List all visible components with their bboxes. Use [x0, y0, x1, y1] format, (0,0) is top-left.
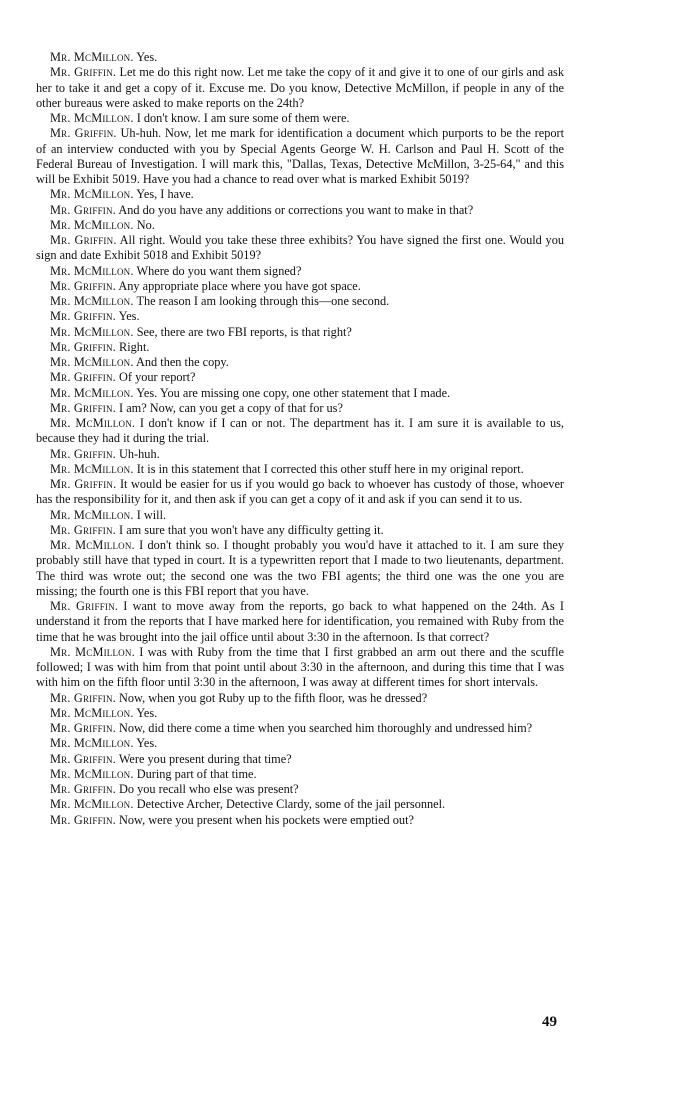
spoken-text: I don't know. I am sure some of them were.	[136, 111, 350, 125]
transcript-paragraph	[36, 538, 564, 599]
transcript-paragraph	[36, 279, 564, 294]
speaker-name: Mr. Griffin.	[50, 812, 116, 827]
speaker-name: Mr. McMillon.	[50, 294, 134, 308]
transcript-paragraph	[36, 599, 564, 645]
speaker-name: Mr. McMillon.	[50, 538, 135, 552]
transcript-paragraph	[36, 691, 564, 706]
spoken-text: During part of that time.	[136, 766, 257, 781]
transcript-paragraph	[36, 523, 564, 538]
speaker-name: Mr. Griffin.	[50, 278, 116, 293]
speaker-name: Mr. McMillon.	[50, 355, 134, 369]
speaker-name: Mr. McMillon.	[50, 461, 134, 476]
spoken-text: Yes.	[136, 50, 158, 64]
spoken-text: Were you present during that time?	[118, 751, 292, 766]
speaker-name: Mr. McMillon.	[50, 644, 135, 659]
transcript-paragraph	[36, 752, 564, 767]
speaker-name: Mr. Griffin.	[50, 202, 116, 217]
transcript-paragraph	[36, 187, 564, 202]
transcript-paragraph	[36, 370, 564, 385]
speaker-name: Mr. Griffin.	[50, 751, 116, 766]
transcript-paragraph	[36, 813, 564, 828]
spoken-text: All right. Would you take these three exhibits? You have signed the first one. Would you sign and date Exhibit 5018 and Exhibit 5019?	[36, 233, 564, 263]
transcript-paragraph	[36, 782, 564, 797]
spoken-text: Yes.	[136, 736, 158, 751]
speaker-name: Mr. McMillon.	[50, 705, 134, 720]
spoken-text: Now, when you got Ruby up to the fifth floor, was he dressed?	[119, 690, 428, 705]
speaker-name: Mr. McMillon.	[50, 736, 134, 751]
transcript-paragraph	[36, 767, 564, 782]
transcript-paragraph	[36, 294, 564, 309]
transcript-paragraph	[36, 386, 564, 401]
speaker-name: Mr. Griffin.	[50, 522, 116, 537]
transcript-paragraph	[36, 447, 564, 462]
transcript-paragraph	[36, 477, 564, 508]
transcript-body	[36, 50, 564, 828]
transcript-paragraph	[36, 126, 564, 187]
transcript-paragraph	[36, 355, 564, 370]
spoken-text: See, there are two FBI reports, is that right?	[136, 324, 352, 339]
spoken-text: Right.	[119, 339, 150, 354]
transcript-paragraph	[36, 736, 564, 751]
speaker-name: Mr. Griffin.	[50, 400, 116, 415]
transcript-paragraph	[36, 325, 564, 340]
transcript-paragraph	[36, 65, 564, 111]
transcript-paragraph	[36, 462, 564, 477]
speaker-name: Mr. McMillon.	[50, 187, 134, 202]
transcript-paragraph	[36, 416, 564, 447]
speaker-name: Mr. McMillon.	[50, 217, 134, 232]
speaker-name: Mr. Griffin.	[50, 477, 117, 491]
speaker-name: Mr. Griffin.	[50, 65, 117, 80]
spoken-text: Uh-huh.	[119, 446, 160, 461]
spoken-text: I am sure that you won't have any difficulty getting it.	[119, 522, 384, 537]
speaker-name: Mr. McMillon.	[50, 50, 134, 64]
spoken-text: Any appropriate place where you have got space.	[118, 278, 361, 293]
transcript-paragraph	[36, 203, 564, 218]
speaker-name: Mr. Griffin.	[50, 721, 116, 735]
spoken-text: I don't know if I can or not. The department has it. I am sure it is available to us, because they had it during the trial.	[36, 416, 565, 446]
spoken-text: Now, were you present when his pockets were emptied out?	[119, 812, 414, 827]
spoken-text: And then the copy.	[136, 355, 229, 369]
spoken-text: Uh-huh. Now, let me mark for identification a document which purports to be the report of an interview conducted with you by Special Agents George W. H. Carlson and Paul H. Scott of the Federal Bureau of Investigation. I will mark this, "Dallas, Texas, Detective McMillon, 3-25-64," and this will be Exhibit 5019. Have you had a chance to read over what is marked Exhibit 5019?	[36, 126, 565, 186]
speaker-name: Mr. Griffin.	[50, 446, 116, 461]
spoken-text: The reason I am looking through this—one second.	[136, 294, 390, 308]
transcript-paragraph	[36, 508, 564, 523]
spoken-text: Detective Archer, Detective Clardy, some of the jail personnel.	[136, 797, 446, 812]
spoken-text: I am? Now, can you get a copy of that for us?	[119, 400, 343, 415]
speaker-name: Mr. McMillon.	[50, 385, 134, 400]
spoken-text: Do you recall who else was present?	[119, 782, 299, 796]
spoken-text: I want to move away from the reports, go back to what happened on the 24th. As I understand it from the reports that I have marked here for identification, you remained with Ruby from the time that he was brought into the jail office until about 3:30 in the afternoon. Is that correct?	[36, 599, 565, 644]
speaker-name: Mr. McMillon.	[50, 111, 134, 125]
spoken-text: And do you have any additions or corrections you want to make in that?	[118, 202, 474, 217]
spoken-text: I don't think so. I thought probably you wou'd have it attached to it. I am sure they probably still have that typed in court. It is a typewritten report that I made to two lieutenants, department. The third was wrote out; the second one was the two FBI agents; the third one was the one you are missing; the fourth one is this FBI report that you have.	[36, 538, 565, 598]
transcript-paragraph	[36, 233, 564, 264]
spoken-text: It is in this statement that I corrected this other stuff here in my original report.	[136, 461, 524, 476]
speaker-name: Mr. Griffin.	[50, 339, 116, 354]
spoken-text: I was with Ruby from the time that I first grabbed an arm out there and the scuffle followed; I was with him from that point until about 3:30 in the afternoon, and during this time that I was with him on the fifth floor until 3:30 in the afternoon, I was away at different times for short intervals.	[36, 644, 565, 690]
spoken-text: Let me do this right now. Let me take the copy of it and give it to one of our girls and ask her to take it and get a copy of it. Excuse me. Do you know, Detective McMillon, if people in any of the other bureaus were asked to make reports on the 24th?	[36, 65, 564, 110]
transcript-paragraph	[36, 111, 564, 126]
page-number: 49	[542, 1014, 557, 1030]
transcript-paragraph	[36, 401, 564, 416]
speaker-name: Mr. Griffin.	[50, 370, 116, 385]
speaker-name: Mr. McMillon.	[50, 324, 134, 339]
speaker-name: Mr. McMillon.	[50, 263, 134, 278]
speaker-name: Mr. McMillon.	[50, 797, 134, 812]
speaker-name: Mr. Griffin.	[50, 782, 116, 796]
speaker-name: Mr. Griffin.	[50, 309, 116, 324]
spoken-text: Yes. You are missing one copy, one other statement that I made.	[136, 385, 451, 400]
transcript-paragraph	[36, 309, 564, 324]
speaker-name: Mr. McMillon.	[50, 766, 134, 781]
spoken-text: Yes.	[118, 309, 140, 324]
transcript-paragraph	[36, 706, 564, 721]
transcript-paragraph	[36, 218, 564, 233]
transcript-paragraph	[36, 50, 564, 65]
speaker-name: Mr. McMillon.	[50, 416, 136, 430]
transcript-paragraph	[36, 264, 564, 279]
spoken-text: Of your report?	[119, 370, 196, 385]
spoken-text: No.	[136, 217, 155, 232]
transcript-paragraph	[36, 645, 564, 691]
speaker-name: Mr. Griffin.	[50, 126, 117, 141]
speaker-name: Mr. Griffin.	[50, 233, 117, 247]
speaker-name: Mr. Griffin.	[50, 690, 116, 705]
speaker-name: Mr. Griffin.	[50, 599, 119, 613]
spoken-text: Now, did there come a time when you searched him thoroughly and undressed him?	[119, 721, 533, 735]
spoken-text: Yes.	[136, 705, 158, 720]
spoken-text: Yes, I have.	[136, 187, 194, 202]
transcript-paragraph	[36, 340, 564, 355]
speaker-name: Mr. McMillon.	[50, 507, 134, 522]
spoken-text: Where do you want them signed?	[136, 263, 302, 278]
transcript-paragraph	[36, 721, 564, 736]
transcript-paragraph	[36, 797, 564, 812]
spoken-text: I will.	[136, 507, 167, 522]
spoken-text: It would be easier for us if you would go back to whoever has custody of those, whoever has the responsibility for it, and then ask if you can get a copy of it and ask if you can send it to us.	[36, 477, 565, 507]
